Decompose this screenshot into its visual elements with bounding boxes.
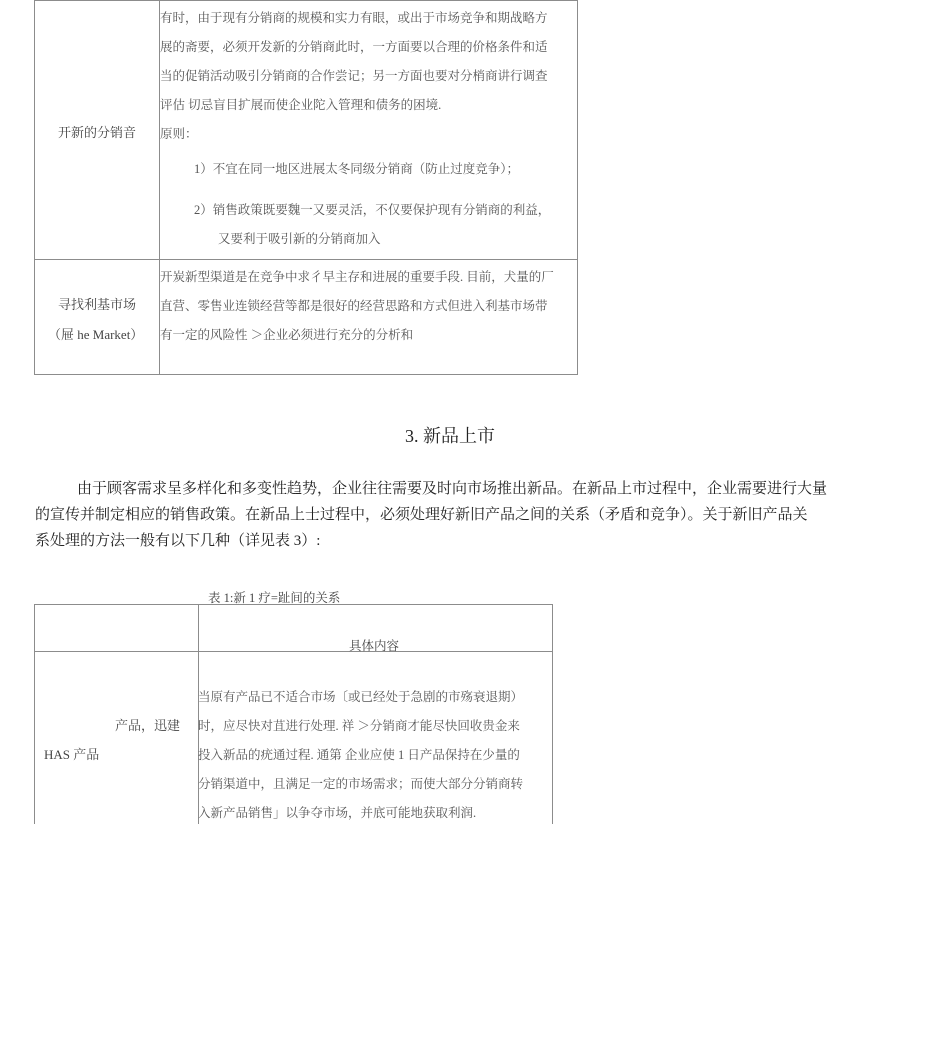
principle-1: 1）不宜在同一地区进展太冬同级分销商（防止过度竞争）； [194,162,520,176]
row-content-niche-market [160,263,554,350]
row-content-old-product [198,683,523,828]
cell-line: 有时，由于现有分销商的规模和实力有眼，或出于市场竞争和期战略方 [160,11,548,25]
cell-line: 展的斋要，必须开发新的分销商此时，一方面要以合理的价格条件和适 [160,40,548,54]
principle-2: 2）销售政策既要魏一又要灵活，不仅要保护现有分销商的利益， [194,203,551,217]
row-label-niche-market: 寻找利基市场 [58,297,137,312]
cell-line: 投入新品的疣通过程. 通第 企业应使 1 日产品保持在少量的 [198,748,520,762]
section-paragraph [35,476,827,554]
row-label-niche-market-en: （屉 he Market） [48,327,144,342]
cell-line: 评估 切忌盲目扩展而使企业陀入管理和债务的困境. [160,98,442,112]
paragraph-line: 系处理的方法一般有以下几种（详见表 3）: [35,533,321,549]
table-caption: 表 1:新 1 疗=趾间的关系 [208,591,341,605]
row-content-new-distributor [160,4,548,149]
column-header-content: 具体内容 [349,639,400,653]
table-divider-horizontal [35,651,552,652]
principle-2-cont: 又要利于吸引新的分销商加入 [218,232,381,246]
cell-line: 有一定的风险性 ＞企业必须进行充分的分析和 [160,328,414,342]
cell-line: 入新产品销售」以争夺市场，并底可能地获取利润. [198,806,477,820]
cell-line: 分销渠道中，且满足一定的市场需求；而使大部分分销商转 [198,777,524,791]
paragraph-line: 由于顾客需求呈多样化和多变性趋势，企业往往需要及时向市场推出新品。在新品上市过程中，企业需要进行大量 [77,481,828,497]
cell-line: 原则： [160,127,198,141]
table-divider-horizontal [35,259,577,260]
cell-line: 开炭新型渠道是在竞争中求彳早主存和进展的重要手段. 目前，犬量的厂 [160,270,554,284]
row-label-part-a: 产品，迅建 [115,718,181,733]
cell-line: 当原有产品已不适合市场〔或已经处于急剧的市殇衰退期） [198,690,524,704]
row-label-part-b: HAS 产品 [44,747,100,762]
row-label-new-distributor: 开新的分销音 [58,125,137,140]
cell-line: 时，应尽快对苴进行处理. 祥 ＞分销商才能尽快回收贵金来 [198,719,520,733]
cell-line: 直营、零售业连锁经营等都是很好的经营思路和方式但进入利基市场带 [160,299,548,313]
cell-line: 当的促销活动吸引分销商的合作尝记；另一方面也要对分梢商讲行调查 [160,69,548,83]
paragraph-line: 的宣传并制定相应的销售政策。在新品上士过程中，必须处理好新旧产品之间的关系（矛盾和竞争）。关于新旧产品关 [35,507,808,523]
section-heading: 3. 新品上市 [405,426,495,446]
